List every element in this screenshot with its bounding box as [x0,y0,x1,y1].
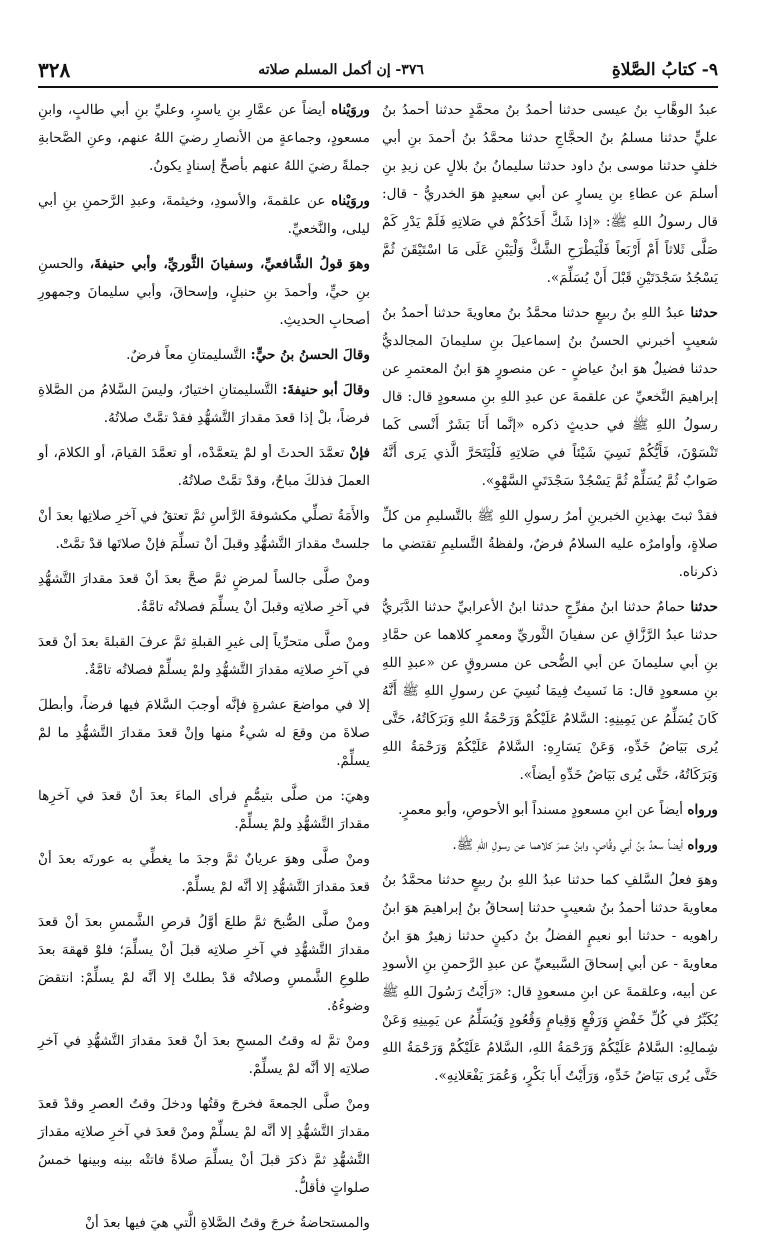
header-rule [38,86,718,88]
paragraph [38,1209,370,1237]
paragraph-lead: ورواه [687,802,718,818]
paragraph [38,691,370,775]
chapter-title: ٩- كتابُ الصَّلاةِ [611,60,718,80]
paragraph-text: وهيَ: من صلَّى بتيمُّمٍ فرأى الماءَ بعدَ أنْ قعدَ في آخرِها مقدارَ التَّشهُّدِ ولمْ يسلِّمْ. [38,788,370,832]
paragraph [382,299,718,495]
paragraph-text: أيضاً عن عمَّارِ بنِ ياسرٍ، وعليِّ بنِ أبي طالبٍ، وابنِ مسعودٍ، وجماعةٍ من الأنصارِ رضيَ اللهُ عنهم، وعنِ الصَّحابةِ جملةً رضيَ اللهُ عنهم بأصحِّ إسنادٍ يكونُ. [38,102,370,174]
paragraph-text: فقدْ ثبتَ بهذينِ الخبرينِ أمرُ رسولِ اللهِ ﷺ بالتَّسليمِ من كلِّ صلاةٍ، وأوامرُه عليه السلامُ فرضٌ، ولفظةُ التَّسليمِ تقتضي ما ذكرناه. [382,508,718,580]
paragraph [382,796,718,824]
paragraph-text: أيضاً سعدُ بنُ أبي وقَّاصٍ، وابنُ عمرَ كلاهما عن رسولِ اللهِ ﷺ. [452,837,684,853]
paragraph [38,908,370,1020]
paragraph-text: حمامٌ حدثنا ابنُ مفرِّجٍ حدثنا ابنُ الأعرابيِّ حدثنا الدَّبَريُّ حدثنا عبدُ الرَّزَّاقِ عن سفيانَ الثَّوريِّ ومعمرٍ كلاهما عن حمَّادِ بنِ أبي سليمانَ عن أبي الضُّحى عن مسروقٍ عن «عبدِ اللهِ بنِ مسعودٍ قال: مَا نَسيتُ فِيمَا نُسِيَ عن رسولِ اللهِ ﷺ أَنَّهُ كَانَ يُسَلِّمُ عن يَمِينِهِ: السَّلامُ عَلَيْكُمْ وَرَحْمَةُ اللهِ وَبَرَكَاتُهُ، حَتَّى يُرى بَيَاضُ خَدِّهِ، وَعَنْ يَسَارِهِ: السَّلامُ عَلَيْكُمْ وَرَحْمَةُ اللهِ وَبَرَكَاتُهُ، حَتَّى يُرى بَيَاضُ خَدِّهِ أيضاً». [382,599,718,783]
paragraph-text: أيضاً عن ابنِ مسعودٍ مسنداً أبو الأحوصِ، وأبو معمرٍ. [398,802,684,818]
paragraph [38,1027,370,1083]
paragraph-text: التَّسليمتانِ اختيارٌ، وليسَ السَّلامُ من الصَّلاةِ فرضاً، بلْ إذا قعدَ مقدارَ التَّشهُّدِ فقدْ تمَّتْ صلاتُهُ. [38,382,370,426]
paragraph [38,845,370,901]
paragraph-text: ومنْ تمَّ له وقتُ المسحِ بعدَ أنْ قعدَ مقدارَ التَّشهُّدِ في آخرِ صلاتِه إلا أنَّه لمْ يسلِّمْ. [38,1033,370,1077]
right-column [382,96,718,1092]
paragraph-lead: وروَيْناه [331,102,370,118]
paragraph [38,782,370,838]
paragraph-text: وهوَ فعلُ السَّلفِ كما حدثنا عبدُ اللهِ بنُ ربيعٍ حدثنا محمَّدُ بنُ معاويةَ حدثنا أحمدُ بنُ شعيبٍ حدثنا إسحاقُ بنُ إبراهيمَ هوَ ابنُ راهويه - حدثنا أبو نعيمٍ الفضلُ بنُ دكينٍ حدثنا زهيرٌ هوَ ابنُ معاويةَ - عن أبي إسحاقَ السَّبيعيِّ عن عبدِ الرَّحمنِ بنِ الأسودِ عن أبيه، وعلقمةَ عن ابنِ مسعودٍ قال: «رَأَيْتُ رَسُولَ اللهِ ﷺ يُكَبِّرُ في كُلِّ خَفْضٍ وَرَفْعٍ وَقِيامٍ وَقُعُودٍ وَيُسَلِّمُ عن يَمِينِهِ وَعَنْ شِمالِهِ: السَّلامُ عَلَيْكُمْ وَرَحْمَةُ اللهِ، السَّلامُ عَلَيْكُمْ وَرَحْمَةُ اللهِ حَتَّى يُرى بَيَاضُ خَدِّهِ، وَرَأَيْتُ أَبا بَكْرٍ، وَعُمَرَ يَفْعَلانِهِ». [382,872,718,1084]
paragraph-text: ومنْ صلَّى جالساً لمرضٍ ثمَّ صحَّ بعدَ أنْ قعدَ مقدارَ التَّشهُّدِ في آخرِ صلاتِه وقبلَ أنْ يسلِّمَ فصلاتُه تامَّةٌ. [38,571,370,615]
paragraph-text: والمستحاضةُ خرجَ وقتُ الصَّلاةِ الَّتي هيَ فيها بعدَ أنْ [84,1215,370,1231]
paragraph-text: ومنْ صلَّى الصُّبحَ ثمَّ طلعَ أوَّلُ قرصِ الشَّمسِ بعدَ أنْ قعدَ مقدارَ التَّشهُّدِ في آخرِ صلاتِه قبلَ أنْ يسلِّمَ؛ فلوْ قهقهَ بعدَ طلوعِ الشَّمسِ وصلاتُه قدْ بطلتْ إلا أنَّه لمْ يسلِّمْ: انتقضَ وضوءُهُ. [38,914,370,1014]
paragraph-lead: وهوَ قولُ الشَّافعيِّ، وسفيانَ الثَّوريِّ، وأبي حنيفةَ، [89,256,370,272]
left-column [38,96,370,1231]
paragraph-text: ومنْ صلَّى الجمعةَ فخرجَ وقتُها ودخلَ وقتُ العصرِ وقدْ قعدَ مقدارَ التَّشهُّدِ إلا أنَّه لمْ يسلِّمْ ومنْ قعدَ في آخرِ صلاتِه مقدارَ التَّشهُّدِ ثمَّ ذكرَ قبلَ أنْ يسلِّمَ صلاةً فاتتْه بينه وبينها خمسُ صلواتٍ فأقلُّ. [38,1096,370,1196]
paragraph-lead: وقالَ الحسنُ بنُ حيٍّ: [250,347,370,363]
paragraph-text: عن علقمةَ، والأسودِ، وخيثمةَ، وعبدِ الرَّحمنِ بنِ أبي ليلى، والنَّخعيِّ. [38,193,370,237]
paragraph-lead: حدثنا [690,305,718,321]
paragraph-text: إلا في مواضعَ عشرةٍ فإنَّه أوجبَ السَّلامَ فيها فرضاً، وأبطلَ صلاةَ من وقعَ له شيءٌ منها وإنْ قعدَ مقدارَ التَّشهُّدِ ما لمْ يسلِّمْ. [38,697,370,769]
paragraph-text: ومنْ صلَّى متحرِّياً إلى غيرِ القبلةِ ثمَّ عرفَ القبلةَ بعدَ أنْ قعدَ في آخرِ صلاتِه مقدارَ التَّشهُّدِ ولمْ يسلِّمْ فصلاتُه تامَّةٌ. [38,634,370,678]
paragraph [382,831,718,859]
paragraph-lead: وروَيْناه [331,193,370,209]
paragraph-lead: حدثنا [690,599,718,615]
paragraph [38,565,370,621]
paragraph-lead: وقالَ أبو حنيفةَ: [282,382,370,398]
page-header [38,56,718,84]
paragraph [382,96,718,292]
paragraph-lead: ورواه [687,837,718,853]
paragraph-text: تعمَّدَ الحدثَ أو لمْ يتعمَّدْه، أو تعمَّدَ القيامَ، أو الكلامَ، أو العملَ فذلكَ مباحٌ، وقدْ تمَّتْ صلاتُهُ. [38,445,370,489]
page-number: ٣٢٨ [38,58,71,82]
paragraph [38,439,370,495]
paragraph-text: التَّسليمتانِ معاً فرضٌ. [126,347,247,363]
paragraph [382,502,718,586]
paragraph [38,341,370,369]
paragraph [38,1090,370,1202]
paragraph-text: ومنْ صلَّى وهوَ عريانٌ ثمَّ وجدَ ما يغطِّي به عورتَه بعدَ أنْ قعدَ مقدارَ التَّشهُّدِ إلا أنَّه لمْ يسلِّمْ. [38,851,370,895]
paragraph-text: عبدُ اللهِ بنُ ربيعٍ حدثنا محمَّدُ بنُ معاويةَ حدثنا أحمدُ بنُ شعيبٍ أخبرني الحسنُ بنُ إسماعيلَ بنِ سليمانَ المجالديُّ حدثنا فضيلٌ هوَ ابنُ عياضٍ - عن منصورٍ هوَ ابنُ المعتمرِ عن إبراهيمَ النَّخعيِّ عن علقمةَ عن عبدِ اللهِ بنِ مسعودٍ قال: قال رسولُ اللهِ ﷺ في حديثٍ ذكره «إنَّما أَنَا بَشَرٌ أَنْسى كَما تَنْسَوْنَ، فَأَيُّكُمْ نَسِيَ شَيْئاً في صَلاتِهِ فَلْيَتَحَرَّ الَّذي يَرى أَنَّهُ صَوابٌ ثُمَّ يُسَلِّمْ ثُمَّ يَسْجُدْ سَجْدَتَيِ السَّهْوِ». [382,305,718,489]
paragraph-text: عبدُ الوهَّابِ بنُ عيسى حدثنا أحمدُ بنُ محمَّدٍ حدثنا أحمدُ بنُ عليٍّ حدثنا مسلمُ بنُ الحجَّاجِ حدثنا محمَّدُ بنُ أحمدَ بنِ أبي خلفٍ حدثنا موسى بنُ داود حدثنا سليمانُ بنُ بلالٍ عن زيدِ بنِ أسلمَ عن عطاءِ بنِ يسارٍ عن أبي سعيدٍ هوَ الخدريُّ - قال: قال رسولُ اللهِ ﷺ: «إذا شَكَّ أَحَدُكُمْ في صَلاتِهِ فَلَمْ يَدْرِ كَمْ صَلَّى ثَلاثاً أَمْ أَرْبَعاً فَلْيَطْرَحِ الشَّكَّ وَلْيَبْنِ عَلَى مَا اسْتَيْقَنَ ثُمَّ يَسْجُدُ سَجْدَتَيْنِ قَبْلَ أَنْ يُسَلِّمَ». [382,102,719,286]
paragraph [38,96,370,180]
paragraph-lead: فإنْ [349,445,370,461]
paragraph [38,502,370,558]
paragraph [38,376,370,432]
paragraph [38,250,370,334]
paragraph-text: والحسنِ بنِ حيٍّ، وأحمدَ بنِ حنبلٍ، وإسحاقَ، وأبي سليمانَ وجمهورِ أصحابِ الحديثِ. [38,256,370,328]
paragraph [38,628,370,684]
paragraph [382,593,718,789]
paragraph [382,866,718,1090]
paragraph-text: والأَمَةُ تصلِّي مكشوفةَ الرَّأسِ ثمَّ تعتقُ في آخرِ صلاتِها بعدَ أنْ جلستْ مقدارَ التَّشهُّدِ وقبلَ أنْ تسلِّمَ فإنْ صلاتَها قدْ تمَّتْ. [38,508,370,552]
section-title: ٣٧٦- إن أكمل المسلم صلاته [258,62,424,78]
paragraph [38,187,370,243]
